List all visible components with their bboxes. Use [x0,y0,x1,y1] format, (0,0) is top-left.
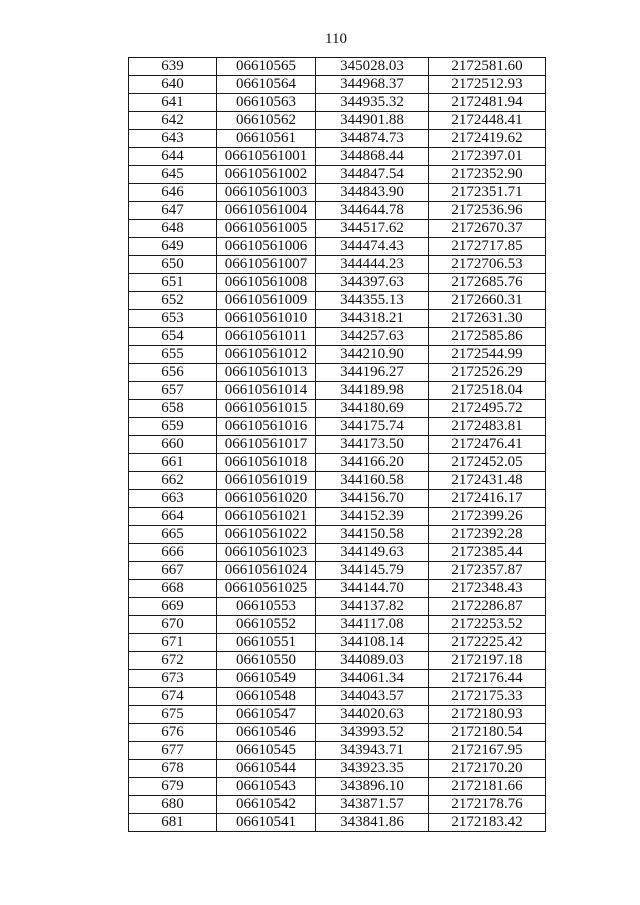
y-coordinate-cell: 2172416.17 [429,490,546,508]
table-row [129,454,546,472]
y-coordinate-cell: 2172536.96 [429,202,546,220]
point-number-cell: 670 [129,616,217,634]
x-coordinate-cell: 343923.35 [316,760,429,778]
point-number-cell: 676 [129,724,217,742]
point-id-cell: 06610561 [217,130,316,148]
point-number-cell: 668 [129,580,217,598]
x-coordinate-cell: 344166.20 [316,454,429,472]
x-coordinate-cell: 344152.39 [316,508,429,526]
point-id-cell: 06610543 [217,778,316,796]
y-coordinate-cell: 2172181.66 [429,778,546,796]
y-coordinate-cell: 2172180.93 [429,706,546,724]
point-number-cell: 680 [129,796,217,814]
table-row [129,130,546,148]
x-coordinate-cell: 343896.10 [316,778,429,796]
point-id-cell: 06610561018 [217,454,316,472]
y-coordinate-cell: 2172351.71 [429,184,546,202]
x-coordinate-cell: 344196.27 [316,364,429,382]
x-coordinate-cell: 344189.98 [316,382,429,400]
point-id-cell: 06610561001 [217,148,316,166]
point-number-cell: 648 [129,220,217,238]
y-coordinate-cell: 2172176.44 [429,670,546,688]
point-number-cell: 678 [129,760,217,778]
point-id-cell: 06610548 [217,688,316,706]
x-coordinate-cell: 344847.54 [316,166,429,184]
point-id-cell: 06610561019 [217,472,316,490]
table-row [129,616,546,634]
point-id-cell: 06610561012 [217,346,316,364]
point-id-cell: 06610561011 [217,328,316,346]
x-coordinate-cell: 344901.88 [316,112,429,130]
table-row [129,148,546,166]
y-coordinate-cell: 2172495.72 [429,400,546,418]
y-coordinate-cell: 2172585.86 [429,328,546,346]
x-coordinate-cell: 344160.58 [316,472,429,490]
point-number-cell: 646 [129,184,217,202]
y-coordinate-cell: 2172348.43 [429,580,546,598]
x-coordinate-cell: 344145.79 [316,562,429,580]
table-row [129,184,546,202]
x-coordinate-cell: 344180.69 [316,400,429,418]
table-row [129,436,546,454]
x-coordinate-cell: 344156.70 [316,490,429,508]
y-coordinate-cell: 2172631.30 [429,310,546,328]
point-number-cell: 660 [129,436,217,454]
y-coordinate-cell: 2172167.95 [429,742,546,760]
table-row [129,202,546,220]
point-number-cell: 653 [129,310,217,328]
table-row [129,670,546,688]
x-coordinate-cell: 344144.70 [316,580,429,598]
table-row [129,796,546,814]
x-coordinate-cell: 344257.63 [316,328,429,346]
point-number-cell: 655 [129,346,217,364]
point-number-cell: 658 [129,400,217,418]
x-coordinate-cell: 345028.03 [316,58,429,76]
table-row [129,274,546,292]
point-id-cell: 06610561008 [217,274,316,292]
point-id-cell: 06610561009 [217,292,316,310]
point-number-cell: 664 [129,508,217,526]
table-row [129,400,546,418]
x-coordinate-cell: 343871.57 [316,796,429,814]
point-number-cell: 649 [129,238,217,256]
y-coordinate-cell: 2172660.31 [429,292,546,310]
point-id-cell: 06610563 [217,94,316,112]
point-id-cell: 06610561016 [217,418,316,436]
table-row [129,328,546,346]
point-number-cell: 662 [129,472,217,490]
table-row [129,760,546,778]
y-coordinate-cell: 2172397.01 [429,148,546,166]
y-coordinate-cell: 2172392.28 [429,526,546,544]
y-coordinate-cell: 2172431.48 [429,472,546,490]
point-number-cell: 639 [129,58,217,76]
table-row [129,490,546,508]
y-coordinate-cell: 2172452.05 [429,454,546,472]
point-number-cell: 673 [129,670,217,688]
point-id-cell: 06610552 [217,616,316,634]
y-coordinate-cell: 2172518.04 [429,382,546,400]
y-coordinate-cell: 2172717.85 [429,238,546,256]
point-number-cell: 652 [129,292,217,310]
point-id-cell: 06610546 [217,724,316,742]
point-number-cell: 661 [129,454,217,472]
x-coordinate-cell: 344355.13 [316,292,429,310]
table-row [129,688,546,706]
point-id-cell: 06610549 [217,670,316,688]
point-id-cell: 06610561025 [217,580,316,598]
table-row [129,94,546,112]
point-id-cell: 06610547 [217,706,316,724]
table-row [129,508,546,526]
x-coordinate-cell: 344644.78 [316,202,429,220]
table-row [129,382,546,400]
point-number-cell: 659 [129,418,217,436]
y-coordinate-cell: 2172706.53 [429,256,546,274]
table-row [129,310,546,328]
y-coordinate-cell: 2172385.44 [429,544,546,562]
table-row [129,814,546,832]
table-row [129,256,546,274]
x-coordinate-cell: 344043.57 [316,688,429,706]
table-row [129,652,546,670]
table-row [129,634,546,652]
point-number-cell: 650 [129,256,217,274]
point-id-cell: 06610541 [217,814,316,832]
point-number-cell: 667 [129,562,217,580]
y-coordinate-cell: 2172225.42 [429,634,546,652]
y-coordinate-cell: 2172419.62 [429,130,546,148]
table-row [129,778,546,796]
y-coordinate-cell: 2172512.93 [429,76,546,94]
page-number: 110 [325,31,347,47]
point-number-cell: 641 [129,94,217,112]
coordinates-table [128,57,546,832]
x-coordinate-cell: 344397.63 [316,274,429,292]
table-row [129,418,546,436]
x-coordinate-cell: 344210.90 [316,346,429,364]
y-coordinate-cell: 2172183.42 [429,814,546,832]
coordinates-table-body [129,58,546,832]
point-number-cell: 669 [129,598,217,616]
y-coordinate-cell: 2172357.87 [429,562,546,580]
point-number-cell: 642 [129,112,217,130]
point-number-cell: 675 [129,706,217,724]
point-id-cell: 06610561006 [217,238,316,256]
x-coordinate-cell: 344444.23 [316,256,429,274]
point-id-cell: 06610562 [217,112,316,130]
point-id-cell: 06610561021 [217,508,316,526]
point-number-cell: 645 [129,166,217,184]
point-number-cell: 679 [129,778,217,796]
x-coordinate-cell: 343841.86 [316,814,429,832]
point-number-cell: 651 [129,274,217,292]
point-number-cell: 674 [129,688,217,706]
table-row [129,544,546,562]
x-coordinate-cell: 344318.21 [316,310,429,328]
y-coordinate-cell: 2172352.90 [429,166,546,184]
point-number-cell: 657 [129,382,217,400]
point-number-cell: 640 [129,76,217,94]
point-id-cell: 06610551 [217,634,316,652]
point-id-cell: 06610564 [217,76,316,94]
y-coordinate-cell: 2172544.99 [429,346,546,364]
table-row [129,76,546,94]
point-id-cell: 06610561017 [217,436,316,454]
point-id-cell: 06610545 [217,742,316,760]
point-number-cell: 656 [129,364,217,382]
point-id-cell: 06610561015 [217,400,316,418]
x-coordinate-cell: 344968.37 [316,76,429,94]
x-coordinate-cell: 344173.50 [316,436,429,454]
x-coordinate-cell: 344175.74 [316,418,429,436]
point-id-cell: 06610561020 [217,490,316,508]
x-coordinate-cell: 344474.43 [316,238,429,256]
point-id-cell: 06610544 [217,760,316,778]
y-coordinate-cell: 2172483.81 [429,418,546,436]
point-id-cell: 06610561022 [217,526,316,544]
table-row [129,292,546,310]
y-coordinate-cell: 2172526.29 [429,364,546,382]
x-coordinate-cell: 344935.32 [316,94,429,112]
point-id-cell: 06610561014 [217,382,316,400]
point-id-cell: 06610553 [217,598,316,616]
point-id-cell: 06610550 [217,652,316,670]
x-coordinate-cell: 344061.34 [316,670,429,688]
table-row [129,706,546,724]
table-row [129,58,546,76]
table-row [129,364,546,382]
table-row [129,526,546,544]
x-coordinate-cell: 344868.44 [316,148,429,166]
table-row [129,562,546,580]
point-number-cell: 677 [129,742,217,760]
x-coordinate-cell: 344843.90 [316,184,429,202]
x-coordinate-cell: 344874.73 [316,130,429,148]
y-coordinate-cell: 2172399.26 [429,508,546,526]
point-number-cell: 643 [129,130,217,148]
table-row [129,112,546,130]
x-coordinate-cell: 343993.52 [316,724,429,742]
x-coordinate-cell: 344108.14 [316,634,429,652]
y-coordinate-cell: 2172670.37 [429,220,546,238]
x-coordinate-cell: 344137.82 [316,598,429,616]
y-coordinate-cell: 2172178.76 [429,796,546,814]
y-coordinate-cell: 2172180.54 [429,724,546,742]
x-coordinate-cell: 344150.58 [316,526,429,544]
x-coordinate-cell: 344020.63 [316,706,429,724]
table-row [129,742,546,760]
table-row [129,472,546,490]
point-id-cell: 06610561002 [217,166,316,184]
point-id-cell: 06610561004 [217,202,316,220]
point-id-cell: 06610561010 [217,310,316,328]
point-number-cell: 681 [129,814,217,832]
point-number-cell: 671 [129,634,217,652]
x-coordinate-cell: 344149.63 [316,544,429,562]
table-row [129,598,546,616]
point-id-cell: 06610561024 [217,562,316,580]
point-number-cell: 644 [129,148,217,166]
point-id-cell: 06610542 [217,796,316,814]
table-row [129,166,546,184]
y-coordinate-cell: 2172175.33 [429,688,546,706]
y-coordinate-cell: 2172581.60 [429,58,546,76]
x-coordinate-cell: 343943.71 [316,742,429,760]
point-number-cell: 654 [129,328,217,346]
y-coordinate-cell: 2172253.52 [429,616,546,634]
point-id-cell: 06610561007 [217,256,316,274]
point-number-cell: 647 [129,202,217,220]
table-row [129,346,546,364]
point-id-cell: 06610565 [217,58,316,76]
y-coordinate-cell: 2172197.18 [429,652,546,670]
y-coordinate-cell: 2172448.41 [429,112,546,130]
point-number-cell: 665 [129,526,217,544]
y-coordinate-cell: 2172476.41 [429,436,546,454]
point-number-cell: 666 [129,544,217,562]
point-number-cell: 663 [129,490,217,508]
table-row [129,238,546,256]
table-row [129,580,546,598]
point-id-cell: 06610561023 [217,544,316,562]
point-id-cell: 06610561003 [217,184,316,202]
point-id-cell: 06610561013 [217,364,316,382]
y-coordinate-cell: 2172170.20 [429,760,546,778]
x-coordinate-cell: 344117.08 [316,616,429,634]
y-coordinate-cell: 2172481.94 [429,94,546,112]
table-row [129,724,546,742]
x-coordinate-cell: 344089.03 [316,652,429,670]
y-coordinate-cell: 2172286.87 [429,598,546,616]
y-coordinate-cell: 2172685.76 [429,274,546,292]
table-row [129,220,546,238]
point-id-cell: 06610561005 [217,220,316,238]
x-coordinate-cell: 344517.62 [316,220,429,238]
point-number-cell: 672 [129,652,217,670]
